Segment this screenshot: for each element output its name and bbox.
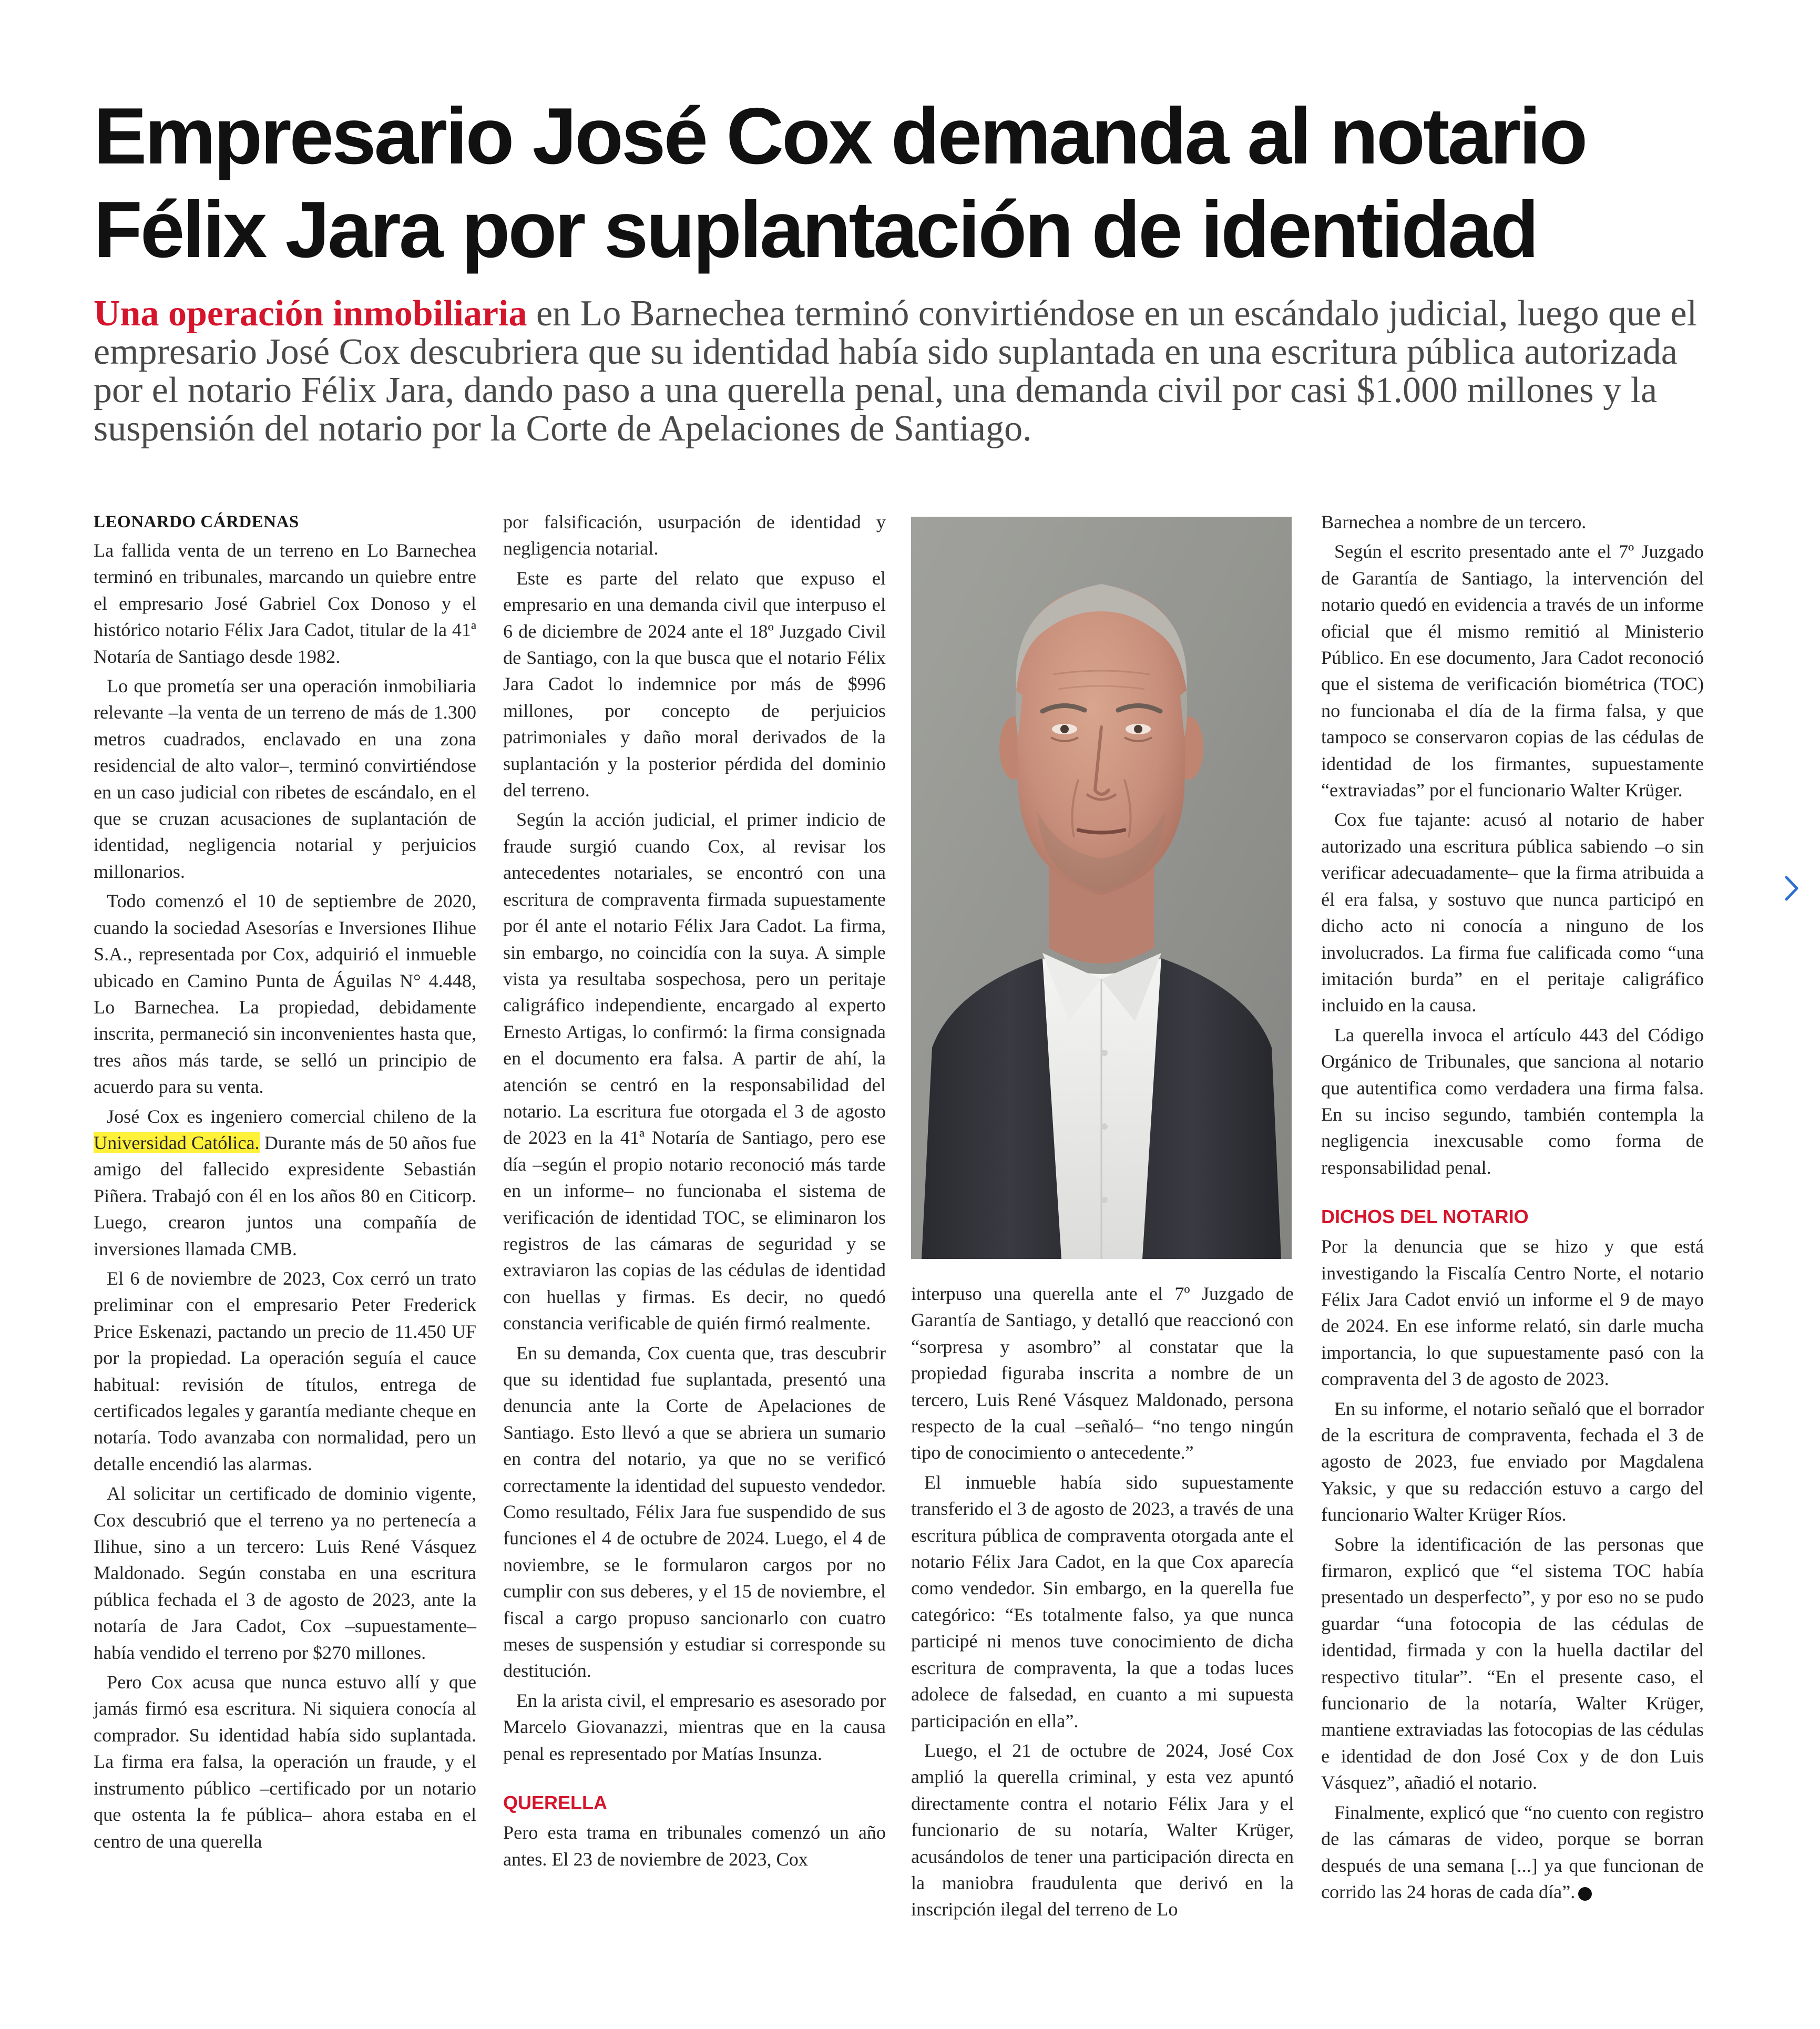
- headline: [94, 89, 1723, 276]
- chevron-right-icon: [1784, 875, 1799, 902]
- lede-highlight: Una operación inmobiliaria: [94, 293, 527, 334]
- paragraph: Pero Cox acusa que nunca estuvo allí y que jamás firmó esa escritura. Ni siquiera conocía al comprador. Su identidad había sido suplantada. La firma era falsa, la operación un fraude, y el instrumento público –certificado por un notario que ostenta la fe pública– ahora estaba en el centro de una querella: [94, 1672, 476, 1852]
- headline-line-2: Félix Jara por suplantación de identidad: [94, 185, 1537, 274]
- paragraph: Por la denuncia que se hizo y que está investigando la Fiscalía Centro Norte, el notario Félix Jara Cadot envió un informe el 9 de mayo de 2024. En ese informe relató, sin darle mucha importancia, lo que supuestamente pasó con la compraventa del 3 de agosto de 2023.: [1321, 1236, 1704, 1390]
- article-column-1: [94, 509, 476, 1854]
- paragraph: Al solicitar un certificado de dominio vigente, Cox descubrió que el terreno ya no pertenecía a Ilihue, sino a un tercero: Luis René Vásquez Maldonado. Según constaba en una escritura pública fechada el 3 de agosto de 2023, ante la notaría de Jara Cadot, Cox –supuestamente– había vendido el terreno por $270 millones.: [94, 1483, 476, 1663]
- portrait-illustration: [911, 517, 1292, 1259]
- paragraph-text: Durante más de 50 años fue amigo del fallecido expresidente Sebastián Piñera. Trabajó con él en los años 80 en Citicorp. Luego, crearon juntos una compañía de inversiones llamada CMB.: [94, 1132, 476, 1259]
- portrait-photo: [911, 517, 1292, 1259]
- paragraph: Sobre la identificación de las personas que firmaron, explicó que “el sistema TOC había presentado un desperfecto”, y por eso no se pudo guardar “una fotocopia de las cédulas de identidad, firmada y con la huella dactilar del respectivo titular”. “En el presente caso, el funcionario de la notaría, Walter Krüger, mantiene extraviadas las fotocopias de las cédulas e identidad de don José Cox y de don Luis Vásquez”, añadió el notario.: [1321, 1533, 1704, 1794]
- paragraph: Todo comenzó el 10 de septiembre de 2020, cuando la sociedad Asesorías e Inversiones Ilihue S.A., representada por Cox, adquirió el inmueble ubicado en Camino Punta de Águilas N° 4.448, Lo Barnechea. La propiedad, debidamente inscrita, permaneció sin inconvenientes hasta que, tres años más tarde, se selló un principio de acuerdo para su venta.: [94, 890, 476, 1098]
- end-of-article-icon: [1578, 1887, 1592, 1901]
- paragraph: [94, 1103, 476, 1262]
- paragraph: Según la acción judicial, el primer indicio de fraude surgió cuando Cox, al revisar los antecedentes notariales, se encontró con una escritura de compraventa firmada supuestamente por él ante el notario Félix Jara Cadot. La firma, sin embargo, no coincidía con la suya. A simple vista ya resultaba sospechosa, pero un peritaje caligráfico independiente, encargado al experto Ernesto Artigas, lo confirmó: la firma consignada en el documento era falsa. A partir de ahí, la atención se centró en la responsabilidad del notario. La escritura fue otorgada el 3 de agosto de 2023 en la 41ª Notaría de Santiago, pero ese día –según el propio notario reconoció más tarde en un informe– no funcionaba el sistema de verificación de identidad TOC, se eliminaron los registros de las cámaras de seguridad y se extraviaron las copias de las cédulas de identidad con huellas y firmas. Es decir, no quedó constancia verificable de quién firmó realmente.: [503, 809, 886, 1334]
- byline: LEONARDO CÁRDENAS: [94, 513, 299, 531]
- paragraph: En su demanda, Cox cuenta que, tras descubrir que su identidad fue suplantada, presentó una denuncia ante la Corte de Apelaciones de Santiago. Esto llevó a que se abriera un sumario en contra del notario, ya que no se verificó correctamente la identidad del supuesto vendedor. Como resultado, Félix Jara fue suspendido de sus funciones el 4 de octubre de 2024. Luego, el 4 de noviembre, se le formularon cargos por no cumplir con sus deberes, y el 15 de noviembre, el fiscal a cargo propuso sancionarlo con cuatro meses de suspensión y estudiar si corresponde su destitución.: [503, 1342, 886, 1682]
- paragraph: En su informe, el notario señaló que el borrador de la escritura de compraventa, fechada el 3 de agosto de 2023, fue enviado por Magdalena Yaksic, y que su redacción estuvo a cargo del funcionario Walter Krüger Ríos.: [1321, 1398, 1704, 1525]
- article-column-4: [1321, 509, 1704, 1905]
- paragraph-text: Finalmente, explicó que “no cuento con registro de las cámaras de video, porque se borran después de una semana [...] ya que funcionan de corrido las 24 horas de cada día”.: [1321, 1801, 1704, 1902]
- headline-line-1: Empresario José Cox demanda al notario: [94, 91, 1586, 181]
- paragraph: por falsificación, usurpación de identidad y negligencia notarial.: [503, 511, 886, 559]
- paragraph: El 6 de noviembre de 2023, Cox cerró un trato preliminar con el empresario Peter Frederick Price Eskenazi, pactando un precio de 11.450 UF por la propiedad. La operación seguía el cauce habitual: revisión de títulos, entrega de certificados legales y garantía mediante cheque en notaría. Todo avanzaba con normalidad, pero un detalle encendió las alarmas.: [94, 1267, 476, 1474]
- highlighted-text[interactable]: Universidad Católica.: [94, 1132, 260, 1153]
- lede-text: en Lo Barnechea terminó convirtiéndose en un escándalo judicial, luego que el empresario José Cox descubriera que su identidad había sido suplantada en una escritura pública autorizada por el notario Félix Jara, dando paso a una querella penal, una demanda civil por casi $1.000 millones y la suspensión del notario por la Corte de Apelaciones de Santiago.: [94, 293, 1698, 449]
- paragraph: Luego, el 21 de octubre de 2024, José Cox amplió la querella criminal, y esta vez apuntó directamente contra el notario Félix Jara y el funcionario de su notaría, Walter Krüger, acusándolos de tener una participación directa en la maniobra fraudulenta que derivó en la inscripción ilegal del terreno de Lo: [911, 1739, 1294, 1920]
- article-column-3: [911, 1280, 1294, 1923]
- paragraph: Lo que prometía ser una operación inmobiliaria relevante –la venta de un terreno de más de 1.300 metros cuadrados, enclavado en una zona residencial de alto valor–, terminó convirtiéndose en un caso judicial con ribetes de escándalo, en el que se cruzan acusaciones de suplantación de identidad, negligencia notarial y perjuicios millonarios.: [94, 675, 476, 882]
- next-page-button[interactable]: [1780, 873, 1803, 904]
- paragraph: Este es parte del relato que expuso el empresario en una demanda civil que interpuso el 6 de diciembre de 2024 ante el 18º Juzgado Civil de Santiago, con la que busca que el notario Félix Jara Cadot lo indemnice por más de $996 millones, por concepto de perjuicios patrimoniales y daño moral derivados de la suplantación y la posterior pérdida del dominio del terreno.: [503, 567, 886, 801]
- paragraph: Según el escrito presentado ante el 7º Juzgado de Garantía de Santiago, la intervención del notario quedó en evidencia a través de un informe oficial que él mismo remitió al Ministerio Público. En ese documento, Jara Cadot reconoció que el sistema de verificación biométrica (TOC) no funcionaba el día de la firma falsa, y que tampoco se conservaron copias de las cédulas de identidad de los firmantes, supuestamente “extraviadas” por el funcionario Walter Krüger.: [1321, 541, 1704, 801]
- paragraph: Barnechea a nombre de un tercero.: [1321, 511, 1587, 532]
- paragraph: [1321, 1799, 1704, 1905]
- article-column-2: [503, 509, 886, 1872]
- paragraph: Cox fue tajante: acusó al notario de haber autorizado una escritura pública sabiendo –o sin verificar adecuadamente– que la firma atribuida a él era falsa, y sostuvo que nunca participó en dicho acto ni conocía a ninguno de los involucrados. La firma fue calificada como “una imitación burda” en el peritaje caligráfico incluido en la causa.: [1321, 809, 1704, 1016]
- paragraph: La querella invoca el artículo 443 del Código Orgánico de Tribunales, que sanciona al notario que autentifica como verdadera una firma falsa. En su inciso segundo, también contempla la negligencia inexcusable como forma de responsabilidad penal.: [1321, 1024, 1704, 1178]
- section-subhead: DICHOS DEL NOTARIO: [1321, 1206, 1529, 1228]
- paragraph-text: José Cox es ingeniero comercial chileno de la: [107, 1105, 476, 1127]
- paragraph: interpuso una querella ante el 7º Juzgado de Garantía de Santiago, y detalló que reaccionó con “sorpresa y asombro” al constatar que la propiedad figuraba inscrita a nombre de un tercero, Luis René Vásquez Maldonado, persona respecto de la cual –señaló– “no tengo ningún tipo de conocimiento o antecedente.”: [911, 1283, 1294, 1463]
- paragraph: La fallida venta de un terreno en Lo Barnechea terminó en tribunales, marcando un quiebre entre el empresario José Gabriel Cox Donoso y el histórico notario Félix Jara Cadot, titular de la 41ª Notaría de Santiago desde 1982.: [94, 540, 476, 667]
- paragraph: En la arista civil, el empresario es asesorado por Marcelo Giovanazzi, mientras que en la causa penal es representado por Matías Insunza.: [503, 1689, 886, 1764]
- section-subhead: QUERELLA: [503, 1792, 607, 1814]
- lede: [94, 294, 1702, 448]
- paragraph: El inmueble había sido supuestamente transferido el 3 de agosto de 2023, a través de una escritura pública de compraventa otorgada ante el notario Félix Jara Cadot, en la que Cox aparecía como vendedor. Sin embargo, en la querella fue categórico: “Es totalmente falso, ya que nunca participé ni menos tuve conocimiento de dicha escritura de compraventa, la que a todas luces adolece de falsedad, en cuanto a mi supuesta participación en ella”.: [911, 1471, 1294, 1731]
- paragraph: Pero esta trama en tribunales comenzó un año antes. El 23 de noviembre de 2023, Cox: [503, 1822, 886, 1870]
